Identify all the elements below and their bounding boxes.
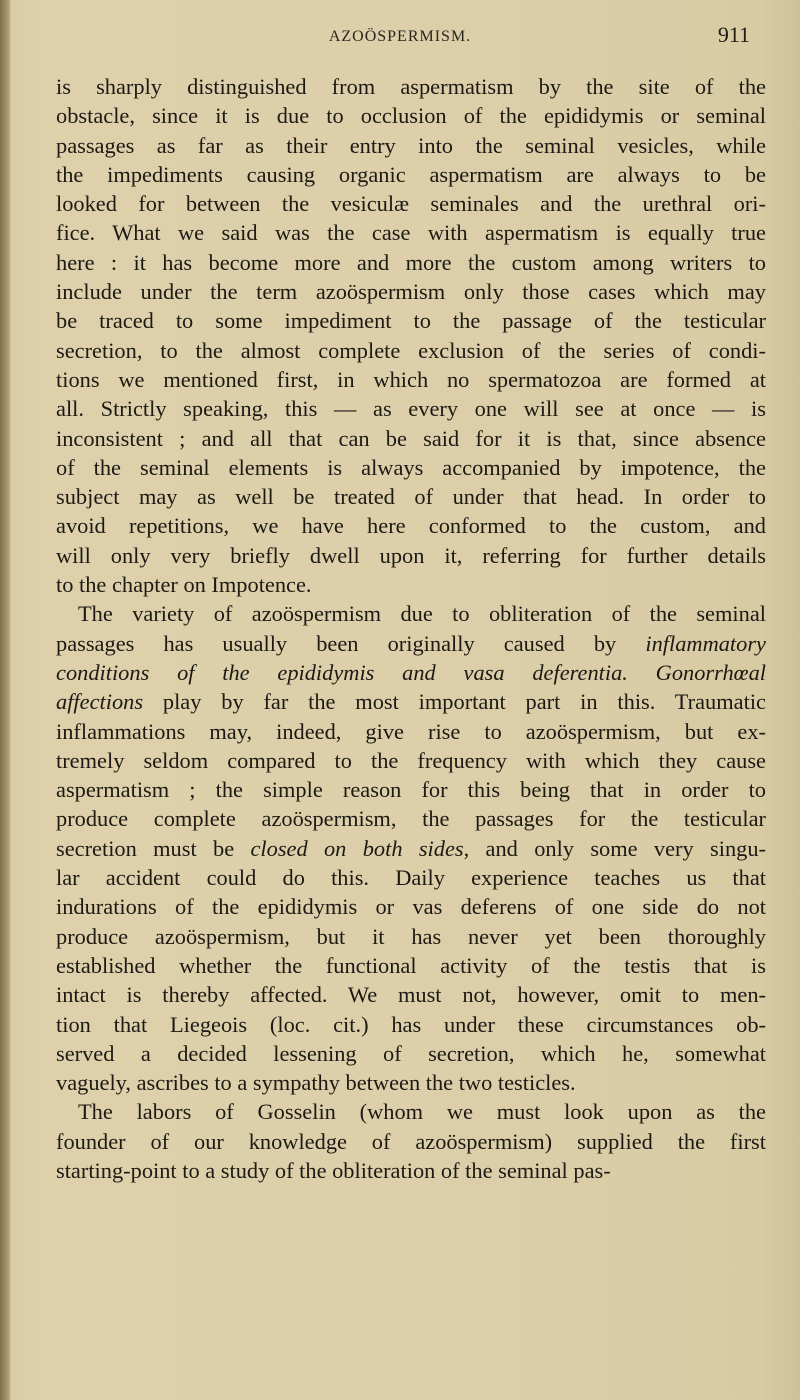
text-line: is sharply distinguished from aspermatism by the site of the (56, 74, 766, 99)
paragraph (56, 72, 766, 599)
text-line: served a decided lessening of secretion, which he, somewhat (56, 1040, 766, 1066)
text-line: tions we mentioned first, in which no spermatozoa are formed at (56, 366, 766, 392)
text-line: produce complete azoöspermism, the passages for the testicular (56, 806, 766, 832)
text-line: produce azoöspermism, but it has never yet been thoroughly (56, 923, 766, 949)
text-line: intact is thereby affected. We must not, however, omit to men- (56, 982, 766, 1008)
text-line: here : it has become more and more the custom among writers to (56, 249, 766, 275)
text-line: subject may as well be treated of under that head. In order to (56, 484, 766, 510)
text-line: affections play by far the most important part in this. Traumatic (56, 689, 766, 715)
text-line: fice. What we said was the case with aspermatism is equally true (56, 220, 766, 246)
text-line: starting-point to a study of the obliteration of the seminal pas- (56, 1157, 611, 1183)
page-number: 911 (717, 22, 750, 47)
page-header (0, 0, 800, 60)
text-line: tremely seldom compared to the frequency with which they cause (56, 747, 766, 773)
italic-phrase: inflammatory (645, 630, 766, 656)
text-line: obstacle, since it is due to occlusion of the epididymis or seminal (56, 103, 766, 129)
text-line: established whether the functional activity of the testis that is (56, 952, 766, 978)
text-line: The labors of Gosselin (whom we must look upon as the (78, 1099, 766, 1125)
text-line: tion that Liegeois (loc. cit.) has under these circumstances ob- (56, 1011, 766, 1037)
text-line: indurations of the epididymis or vas deferens of one side do not (56, 894, 766, 920)
text-line: of the seminal elements is always accompanied by impotence, the (56, 454, 766, 480)
text-line: avoid repetitions, we have here conformed to the custom, and (56, 513, 766, 539)
paragraph (56, 599, 766, 1097)
text-line: the impediments causing organic aspermatism are always to be (56, 161, 766, 187)
text-line: be traced to some impediment to the passage of the testicular (56, 308, 766, 334)
text-line: looked for between the vesiculæ seminales and the urethral ori- (56, 191, 766, 217)
text-line: secretion must be closed on both sides, and only some very singu- (56, 835, 766, 861)
text-line: aspermatism ; the simple reason for this being that in order to (56, 777, 766, 803)
italic-phrase: conditions of the epididymis and vasa deferentia. (56, 659, 628, 685)
page-spine-shadow (0, 0, 10, 1400)
paragraph (56, 1097, 766, 1185)
text-line: include under the term azoöspermism only those cases which may (56, 279, 766, 305)
text-line: to the chapter on Impotence. (56, 572, 312, 598)
text-line: The variety of azoöspermism due to obliteration of the seminal (78, 601, 766, 627)
text-line: secretion, to the almost complete exclusion of the series of condi- (56, 337, 766, 363)
text-line: lar accident could do this. Daily experience teaches us that (56, 865, 766, 891)
text-line: passages as far as their entry into the seminal vesicles, while (56, 132, 766, 158)
body-text (56, 72, 766, 1185)
text-line: passages has usually been originally caused by inflammatory (56, 630, 766, 656)
italic-phrase: closed on both sides (250, 835, 464, 861)
text-line: all. Strictly speaking, this — as every one will see at once — is (56, 396, 766, 422)
running-head: AZOÖSPERMISM. (328, 28, 472, 45)
italic-phrase: affections (56, 689, 144, 715)
text-line: will only very briefly dwell upon it, referring for further details (56, 542, 766, 568)
italic-phrase: Gonorrhœal (655, 659, 766, 685)
text-line (56, 658, 766, 687)
text-line: vaguely, ascribes to a sympathy between the two testicles. (56, 1070, 576, 1096)
text-line: inflammations may, indeed, give rise to azoöspermism, but ex- (56, 718, 766, 744)
text-line: founder of our knowledge of azoöspermism) supplied the first (56, 1128, 766, 1154)
text-line: inconsistent ; and all that can be said for it is that, since absence (56, 425, 766, 451)
